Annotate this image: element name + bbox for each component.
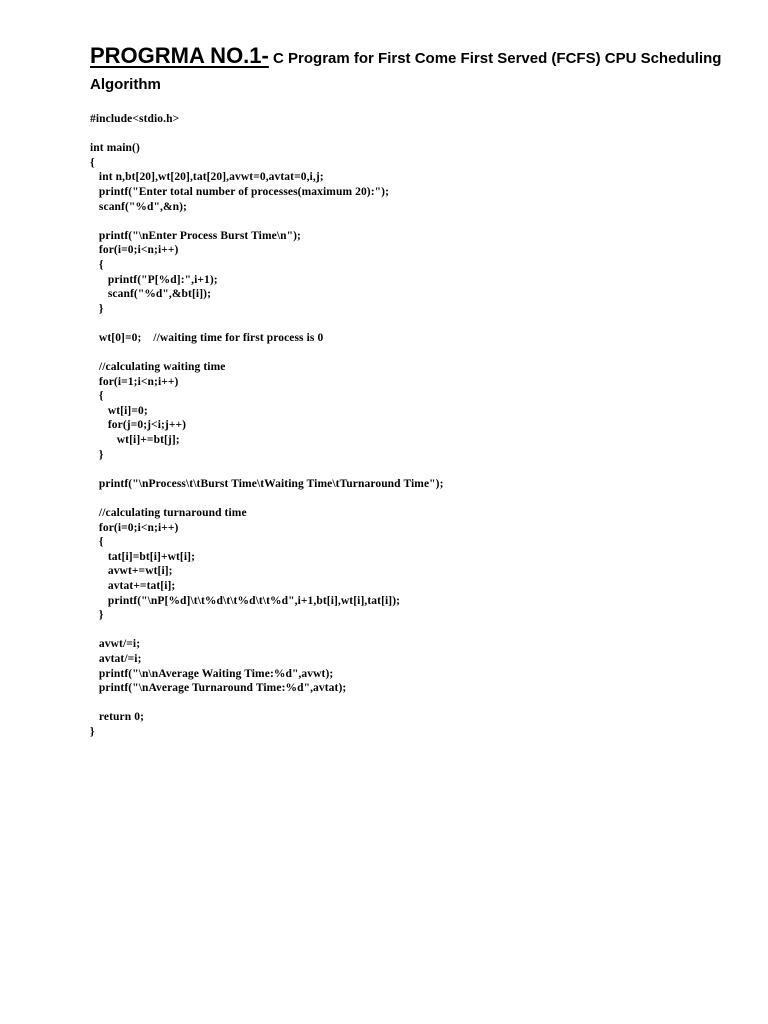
code-line: int main() [90, 142, 140, 155]
code-line [90, 623, 444, 638]
code-line: { [90, 258, 104, 271]
code-line: scanf("%d",&bt[i]); [90, 288, 211, 301]
code-line [90, 316, 444, 331]
code-line: printf("\nP[%d]\t\t%d\t\t%d\t\t%d",i+1,bt[i],wt[i],tat[i]); [90, 594, 401, 607]
code-line: { [90, 536, 104, 549]
code-line: wt[0]=0; //waiting time for first process is 0 [90, 331, 324, 344]
code-line: printf("\nProcess\t\tBurst Time\tWaiting Time\tTurnaround Time"); [90, 477, 444, 490]
program-title-text: C Program for First Come First Served (FCFS) CPU Scheduling Algorithm [90, 50, 722, 93]
code-line [90, 127, 444, 142]
code-line: #include<stdio.h> [90, 113, 180, 125]
code-line: for(i=1;i<n;i++) [90, 375, 179, 388]
code-line: printf("\nAverage Turnaround Time:%d",avtat); [90, 682, 347, 695]
code-line [90, 346, 444, 361]
code-line: } [90, 302, 104, 315]
code-block [90, 112, 444, 740]
code-line: wt[i]=0; [90, 404, 148, 417]
code-line: for(i=0;i<n;i++) [90, 244, 179, 257]
code-line: wt[i]+=bt[j]; [90, 434, 180, 447]
code-line: avtat/=i; [90, 652, 142, 665]
code-line: } [90, 448, 104, 461]
code-line: return 0; [90, 711, 145, 724]
program-number-label: PROGRMA NO.1- [90, 43, 269, 68]
code-line [90, 462, 444, 477]
code-line: avtat+=tat[i]; [90, 580, 176, 592]
code-line [90, 214, 444, 229]
code-line: } [90, 609, 104, 622]
code-line: avwt+=wt[i]; [90, 565, 173, 578]
page-title [90, 43, 730, 98]
code-line: { [90, 156, 95, 169]
code-line: //calculating turnaround time [90, 507, 247, 520]
code-line: //calculating waiting time [90, 361, 226, 374]
code-line: avwt/=i; [90, 638, 141, 651]
code-line: } [90, 725, 95, 738]
code-line: printf("\n\nAverage Waiting Time:%d",avwt); [90, 667, 334, 680]
code-line [90, 696, 444, 711]
code-line: tat[i]=bt[i]+wt[i]; [90, 550, 196, 563]
code-line: for(j=0;j<i;j++) [90, 419, 187, 432]
code-line: { [90, 390, 104, 403]
code-line: printf("P[%d]:",i+1); [90, 273, 218, 286]
code-line: int n,bt[20],wt[20],tat[20],avwt=0,avtat=0,i,j; [90, 171, 324, 184]
code-line: for(i=0;i<n;i++) [90, 521, 179, 534]
code-line: scanf("%d",&n); [90, 200, 187, 213]
code-line: printf("\nEnter Process Burst Time\n"); [90, 229, 301, 242]
code-line [90, 491, 444, 506]
code-line: printf("Enter total number of processes(maximum 20):"); [90, 185, 390, 198]
